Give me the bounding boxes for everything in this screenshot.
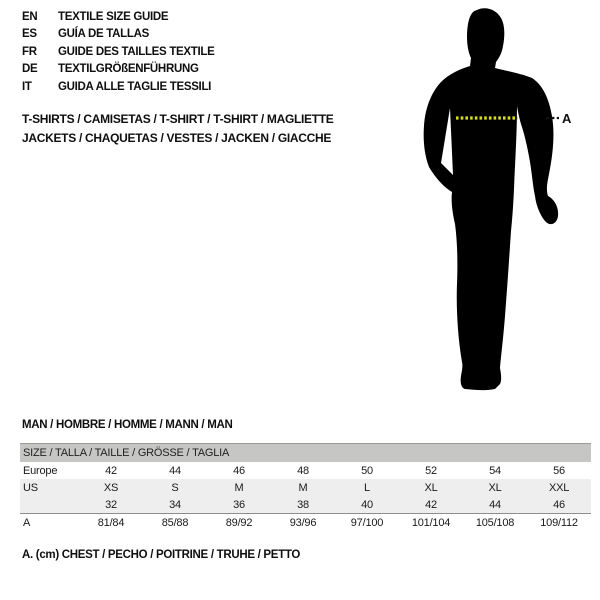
language-row bbox=[22, 9, 215, 26]
size-cell: XL bbox=[424, 481, 438, 494]
language-label: GUIDE DES TAILLES TEXTILE bbox=[58, 45, 215, 58]
size-cell: 54 bbox=[489, 464, 501, 477]
measurement-footnote: A. (cm) CHEST / PECHO / POITRINE / TRUHE / PETTO bbox=[22, 549, 301, 561]
size-table-body bbox=[20, 444, 591, 533]
size-cell: 105/108 bbox=[463, 514, 527, 533]
size-cell: 42 bbox=[105, 464, 117, 477]
size-cell: 52 bbox=[425, 464, 437, 477]
size-cell: M bbox=[234, 481, 244, 494]
size-cell: 89/92 bbox=[207, 514, 271, 533]
size-cell: XXL bbox=[548, 481, 570, 494]
language-list bbox=[22, 9, 215, 96]
language-label: TEXTILGRÖßENFÜHRUNG bbox=[58, 63, 199, 76]
size-cell: 85/88 bbox=[143, 514, 207, 533]
size-table-container bbox=[20, 443, 591, 532]
language-label: GUÍA DE TALLAS bbox=[58, 28, 149, 41]
size-cell: 109/112 bbox=[527, 514, 591, 533]
size-cell: 36 bbox=[233, 498, 245, 511]
size-cell: 34 bbox=[169, 498, 181, 511]
table-row bbox=[20, 496, 591, 514]
language-label: GUIDA ALLE TAGLIE TESSILI bbox=[58, 80, 212, 93]
size-cell: 97/100 bbox=[335, 514, 399, 533]
language-code: IT bbox=[22, 80, 32, 93]
language-row bbox=[22, 26, 215, 43]
table-row bbox=[20, 479, 591, 496]
size-cell: S bbox=[171, 481, 179, 494]
size-cell: 46 bbox=[553, 498, 565, 511]
size-cell: XS bbox=[103, 481, 119, 494]
measure-label-a: A bbox=[562, 111, 572, 126]
size-table-header-row bbox=[20, 444, 591, 463]
size-cell: 44 bbox=[489, 498, 501, 511]
row-label bbox=[20, 496, 79, 514]
size-cell: 32 bbox=[105, 498, 117, 511]
size-cell: 42 bbox=[425, 498, 437, 511]
size-cell: M bbox=[298, 481, 308, 494]
size-cell: 56 bbox=[553, 464, 565, 477]
size-table-header: SIZE / TALLA / TAILLE / GRÖSSE / TAGLIA bbox=[20, 444, 591, 463]
man-figure-svg bbox=[415, 5, 585, 395]
size-cell: 40 bbox=[361, 498, 373, 511]
language-code: ES bbox=[22, 28, 37, 41]
language-label: TEXTILE SIZE GUIDE bbox=[58, 11, 169, 23]
size-cell: 50 bbox=[361, 464, 373, 477]
language-row bbox=[22, 61, 215, 78]
table-row bbox=[20, 462, 591, 479]
size-cell: 93/96 bbox=[271, 514, 335, 533]
language-row bbox=[22, 79, 215, 96]
size-cell: 101/104 bbox=[399, 514, 463, 533]
size-cell: XL bbox=[488, 481, 502, 494]
section-heading-man: MAN / HOMBRE / HOMME / MANN / MAN bbox=[22, 419, 233, 431]
row-label: US bbox=[23, 481, 38, 494]
language-row bbox=[22, 44, 215, 61]
category-line-jackets: JACKETS / CHAQUETAS / VESTES / JACKEN / GIACCHE bbox=[22, 130, 332, 145]
size-cell: L bbox=[364, 481, 370, 494]
size-cell: 46 bbox=[233, 464, 245, 477]
row-label: Europe bbox=[23, 464, 58, 477]
table-row bbox=[20, 514, 591, 533]
category-lines bbox=[22, 110, 334, 147]
size-cell: 48 bbox=[297, 464, 309, 477]
row-label: A bbox=[20, 514, 79, 533]
size-cell: 44 bbox=[169, 464, 181, 477]
category-line-tshirts: T-SHIRTS / CAMISETAS / T-SHIRT / T-SHIRT / MAGLIETTE bbox=[22, 112, 334, 126]
man-silhouette bbox=[424, 8, 558, 390]
size-cell: 81/84 bbox=[79, 514, 143, 533]
measurement-figure bbox=[415, 5, 585, 395]
size-cell: 38 bbox=[297, 498, 309, 511]
language-code: EN bbox=[22, 11, 38, 23]
size-table bbox=[20, 443, 591, 532]
language-code: DE bbox=[22, 63, 38, 76]
language-code: FR bbox=[22, 45, 37, 58]
